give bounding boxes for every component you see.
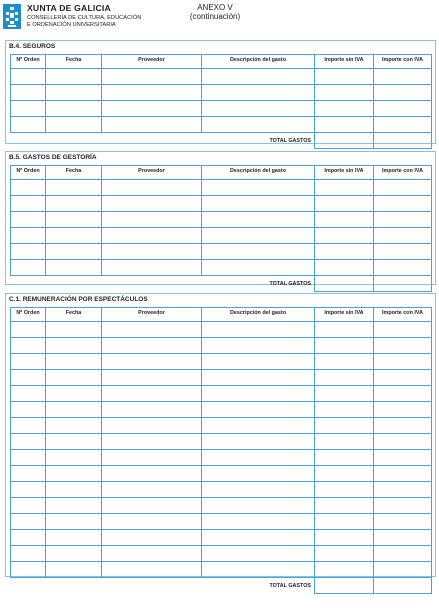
table-row [11,514,432,530]
table-cell[interactable] [315,260,374,276]
table-cell[interactable] [11,402,46,418]
table-cell[interactable] [11,546,46,562]
org-name: XUNTA DE GALICIA [27,3,111,13]
table-cell[interactable] [46,562,102,578]
table-cell[interactable] [202,260,315,276]
column-header: Importe sin IVA [315,166,374,180]
table-cell[interactable] [11,450,46,466]
table-header-row [11,308,432,322]
table-cell[interactable] [102,338,202,354]
table-cell[interactable] [374,196,432,212]
table-cell[interactable] [315,69,374,85]
table-row [11,450,432,466]
table-cell[interactable] [315,514,374,530]
table-cell[interactable] [11,466,46,482]
section-title: B.5. GASTOS DE GESTORÍA [9,154,97,161]
table-row [11,354,432,370]
table-row [11,498,432,514]
table-cell[interactable] [374,434,432,450]
table-cell[interactable] [11,117,46,133]
table-row [11,212,432,228]
table-cell[interactable] [202,450,315,466]
table-cell[interactable] [202,212,315,228]
table-cell[interactable] [102,402,202,418]
total-without-vat-cell[interactable] [315,133,374,149]
table-cell[interactable] [315,562,374,578]
expense-table [10,54,432,149]
annex-title: ANEXO V [197,3,233,12]
table-cell[interactable] [374,450,432,466]
table-cell[interactable] [202,514,315,530]
table-cell[interactable] [315,354,374,370]
column-header: Importe sin IVA [315,308,374,322]
table-cell[interactable] [202,117,315,133]
table-cell[interactable] [202,482,315,498]
table-cell[interactable] [374,514,432,530]
table-cell[interactable] [374,498,432,514]
table-cell[interactable] [11,386,46,402]
table-cell[interactable] [202,338,315,354]
total-label: TOTAL GASTOS [11,276,315,292]
table-cell[interactable] [46,180,102,196]
table-cell[interactable] [374,101,432,117]
table-cell[interactable] [315,418,374,434]
table-cell[interactable] [374,117,432,133]
table-cell[interactable] [102,370,202,386]
table-cell[interactable] [102,101,202,117]
column-header: Importe con IVA [374,55,432,69]
table-cell[interactable] [202,466,315,482]
table-cell[interactable] [374,338,432,354]
column-header: Proveedor [102,308,202,322]
table-cell[interactable] [46,260,102,276]
table-row [11,402,432,418]
table-cell[interactable] [315,434,374,450]
table-row [11,546,432,562]
table-cell[interactable] [102,228,202,244]
department-line-2: E ORDENACIÓN UNIVERSITARIA [27,21,116,28]
table-cell[interactable] [315,244,374,260]
table-cell[interactable] [11,498,46,514]
table-cell[interactable] [46,354,102,370]
table-row [11,228,432,244]
column-header: Descripción del gasto [202,308,315,322]
table-cell[interactable] [46,402,102,418]
table-row [11,244,432,260]
table-cell[interactable] [102,386,202,402]
table-cell[interactable] [11,418,46,434]
table-cell[interactable] [11,338,46,354]
column-header: Fecha [46,55,102,69]
table-cell[interactable] [46,212,102,228]
total-with-vat-cell[interactable] [374,276,432,292]
table-cell[interactable] [202,546,315,562]
table-cell[interactable] [202,434,315,450]
table-cell[interactable] [315,370,374,386]
table-row [11,85,432,101]
table-cell[interactable] [102,530,202,546]
table-header-row [11,166,432,180]
column-header: Importe con IVA [374,308,432,322]
table-cell[interactable] [11,562,46,578]
table-cell[interactable] [202,180,315,196]
table-cell[interactable] [202,530,315,546]
table-cell[interactable] [202,322,315,338]
table-row [11,434,432,450]
table-row [11,117,432,133]
table-cell[interactable] [11,260,46,276]
total-label: TOTAL GASTOS [11,133,315,149]
table-cell[interactable] [46,434,102,450]
table-cell[interactable] [11,212,46,228]
table-cell[interactable] [11,69,46,85]
table-cell[interactable] [11,85,46,101]
annex-subtitle: (continuación) [189,12,241,21]
table-row [11,466,432,482]
table-cell[interactable] [102,466,202,482]
table-cell[interactable] [46,450,102,466]
department-line-1: CONSELLERÍA DE CULTURA, EDUCACIÓN [27,15,142,21]
table-cell[interactable] [102,450,202,466]
table-cell[interactable] [102,180,202,196]
table-cell[interactable] [315,450,374,466]
table-row [11,418,432,434]
table-cell[interactable] [46,85,102,101]
table-cell[interactable] [315,180,374,196]
table-row [11,69,432,85]
table-cell[interactable] [202,101,315,117]
table-cell[interactable] [11,530,46,546]
total-label: TOTAL GASTOS [11,578,315,594]
table-cell[interactable] [202,562,315,578]
table-cell[interactable] [46,117,102,133]
table-cell[interactable] [315,466,374,482]
table-cell[interactable] [46,228,102,244]
table-cell[interactable] [46,498,102,514]
table-cell[interactable] [202,69,315,85]
table-cell[interactable] [315,482,374,498]
table-cell[interactable] [374,85,432,101]
table-cell[interactable] [315,101,374,117]
page-header [0,0,439,36]
table-cell[interactable] [102,498,202,514]
table-cell[interactable] [374,228,432,244]
table-row [11,180,432,196]
total-without-vat-cell[interactable] [315,276,374,292]
table-cell[interactable] [46,370,102,386]
table-cell[interactable] [202,354,315,370]
table-row [11,370,432,386]
table-cell[interactable] [11,244,46,260]
table-cell[interactable] [102,260,202,276]
column-header: Proveedor [102,166,202,180]
table-cell[interactable] [46,386,102,402]
column-header: Importe con IVA [374,166,432,180]
table-cell[interactable] [202,85,315,101]
total-with-vat-cell[interactable] [374,133,432,149]
table-cell[interactable] [102,354,202,370]
table-cell[interactable] [11,228,46,244]
expense-section [5,40,436,144]
xunta-logo [3,4,21,29]
table-cell[interactable] [315,85,374,101]
table-row [11,260,432,276]
table-cell[interactable] [315,386,374,402]
column-header: Nº Orden [11,55,46,69]
table-cell[interactable] [374,386,432,402]
table-cell[interactable] [202,386,315,402]
table-cell[interactable] [46,322,102,338]
column-header: Fecha [46,166,102,180]
table-cell[interactable] [102,562,202,578]
annex-heading [170,3,260,21]
total-row [11,276,432,292]
column-header: Proveedor [102,55,202,69]
table-cell[interactable] [315,117,374,133]
table-cell[interactable] [46,244,102,260]
column-header: Importe sin IVA [315,55,374,69]
table-cell[interactable] [315,546,374,562]
table-cell[interactable] [46,482,102,498]
table-cell[interactable] [315,530,374,546]
table-cell[interactable] [374,370,432,386]
table-cell[interactable] [374,546,432,562]
table-cell[interactable] [46,69,102,85]
table-cell[interactable] [11,196,46,212]
table-cell[interactable] [315,338,374,354]
table-cell[interactable] [315,196,374,212]
table-cell[interactable] [315,402,374,418]
expense-section [5,151,436,285]
table-row [11,101,432,117]
table-cell[interactable] [102,514,202,530]
column-header: Nº Orden [11,166,46,180]
table-cell[interactable] [102,244,202,260]
section-title: C.1. REMUNERACIÓN POR ESPECTÁCULOS [9,296,148,303]
table-cell[interactable] [11,482,46,498]
table-cell[interactable] [374,418,432,434]
table-cell[interactable] [11,514,46,530]
table-cell[interactable] [202,228,315,244]
expense-table [10,307,432,594]
table-row [11,562,432,578]
department-name [27,15,141,28]
table-cell[interactable] [46,546,102,562]
table-cell[interactable] [102,212,202,228]
table-cell[interactable] [202,196,315,212]
total-without-vat-cell[interactable] [315,578,374,594]
table-cell[interactable] [374,562,432,578]
table-cell[interactable] [202,498,315,514]
table-cell[interactable] [102,117,202,133]
table-cell[interactable] [315,212,374,228]
table-cell[interactable] [102,196,202,212]
table-cell[interactable] [11,180,46,196]
table-cell[interactable] [315,322,374,338]
table-cell[interactable] [202,244,315,260]
table-cell[interactable] [374,212,432,228]
table-cell[interactable] [374,466,432,482]
table-cell[interactable] [102,482,202,498]
table-cell[interactable] [315,498,374,514]
table-row [11,196,432,212]
table-cell[interactable] [315,228,374,244]
table-row [11,338,432,354]
table-cell[interactable] [102,546,202,562]
table-cell[interactable] [374,402,432,418]
table-cell[interactable] [102,85,202,101]
table-cell[interactable] [374,322,432,338]
table-cell[interactable] [102,322,202,338]
section-title: B.4. SEGUROS [9,43,56,50]
table-cell[interactable] [46,418,102,434]
table-cell[interactable] [46,514,102,530]
table-cell[interactable] [46,101,102,117]
table-cell[interactable] [374,180,432,196]
table-cell[interactable] [46,338,102,354]
table-cell[interactable] [374,482,432,498]
expense-section [5,293,436,589]
table-cell[interactable] [102,418,202,434]
total-row [11,578,432,594]
table-cell[interactable] [11,370,46,386]
table-cell[interactable] [374,69,432,85]
table-cell[interactable] [11,434,46,450]
table-cell[interactable] [374,354,432,370]
column-header: Fecha [46,308,102,322]
table-cell[interactable] [102,69,202,85]
expense-table [10,165,432,292]
table-row [11,386,432,402]
table-cell[interactable] [11,322,46,338]
table-cell[interactable] [46,196,102,212]
table-cell[interactable] [11,354,46,370]
table-cell[interactable] [202,370,315,386]
table-cell[interactable] [46,530,102,546]
table-cell[interactable] [46,466,102,482]
table-cell[interactable] [11,101,46,117]
table-cell[interactable] [202,418,315,434]
table-cell[interactable] [102,434,202,450]
table-cell[interactable] [202,402,315,418]
table-cell[interactable] [374,260,432,276]
table-row [11,322,432,338]
table-cell[interactable] [374,530,432,546]
total-row [11,133,432,149]
table-cell[interactable] [374,244,432,260]
table-header-row [11,55,432,69]
column-header: Descripción del gasto [202,55,315,69]
table-row [11,482,432,498]
total-with-vat-cell[interactable] [374,578,432,594]
table-row [11,530,432,546]
column-header: Descripción del gasto [202,166,315,180]
column-header: Nº Orden [11,308,46,322]
